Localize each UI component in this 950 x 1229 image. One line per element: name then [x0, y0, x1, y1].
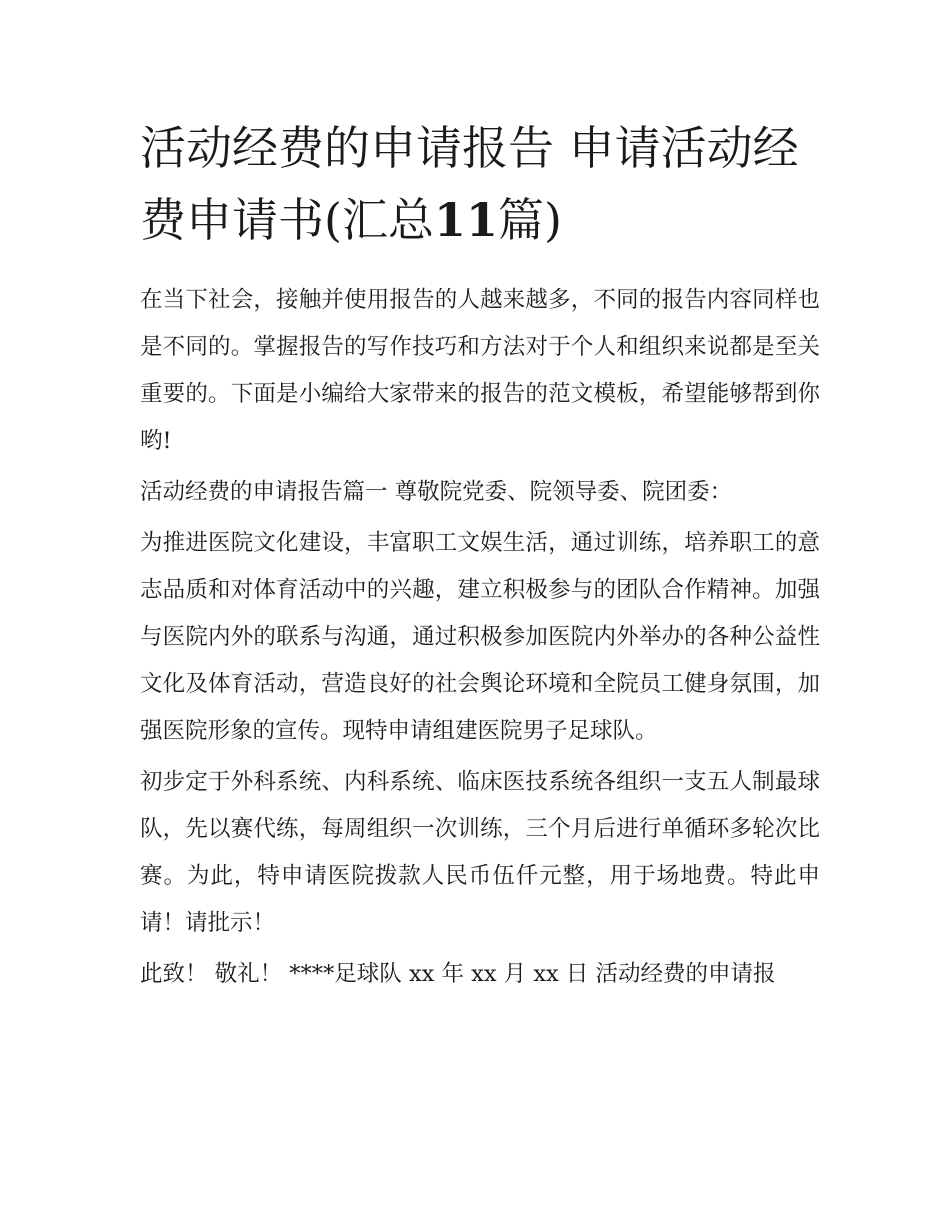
- closing-paragraph: 此致！ 敬礼！ ****足球队 xx 年 xx 月 xx 日 活动经费的申请报: [140, 961, 776, 987]
- intro-paragraph: 在当下社会，接触并使用报告的人越来越多，不同的报告内容同样也是不同的。掌握报告的写作技巧和方法对于个人和组织来说都是至关重要的。下面是小编给大家带来的报告的范文模板，希望能够帮到你哟!: [140, 287, 820, 454]
- title-text-main: 活动经费的申请报告 申请活动经费申请书(汇总: [140, 121, 799, 247]
- salutation-paragraph: 活动经费的申请报告篇一 尊敬院党委、院领导委、院团委：: [140, 479, 733, 505]
- document-body: [140, 277, 820, 1002]
- title-number: 11: [433, 193, 498, 247]
- document-title: [140, 112, 820, 256]
- title-text-end: 篇): [497, 193, 562, 247]
- purpose-paragraph: 为推进医院文化建设，丰富职工文娱生活，通过训练，培养职工的意志品质和对体育活动中的兴趣，建立积极参与的团队合作精神。加强与医院内外的联系与沟通，通过积极参加医院内外举办的各种公益性文化及体育活动，营造良好的社会舆论环境和全院员工健身氛围，加强医院形象的宣传。现特申请组建医院男子足球队。: [140, 530, 820, 744]
- plan-paragraph: 初步定于外科系统、内科系统、临床医技系统各组织一支五人制最球队，先以赛代练，每周组织一次训练，三个月后进行单循环多轮次比赛。为此，特申请医院拨款人民币伍仟元整，用于场地费。特此申请！请批示！: [140, 769, 820, 936]
